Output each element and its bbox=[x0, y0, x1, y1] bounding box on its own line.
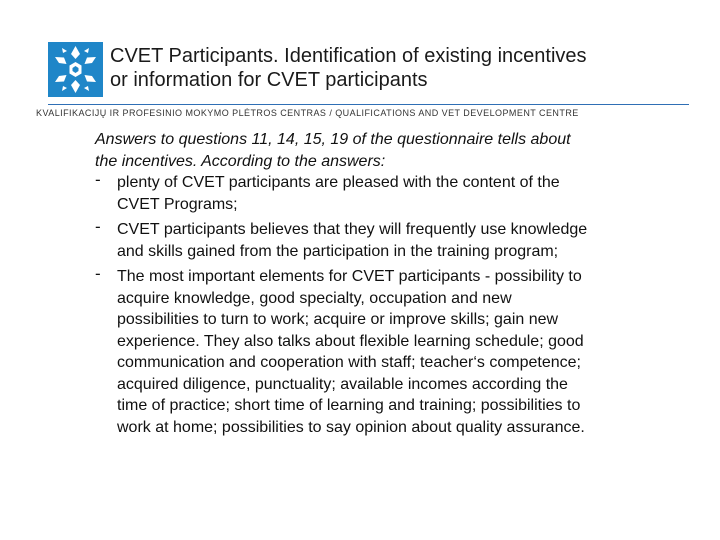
list-item-line: CVET Programs; bbox=[117, 195, 238, 213]
organization-name: KVALIFIKACIJŲ IR PROFESINIO MOKYMO PLĖTROS CENTRAS / QUALIFICATIONS AND VET DEVELOPMENT CENTRE bbox=[36, 108, 579, 118]
bullet-dash: - bbox=[95, 264, 101, 283]
list-item-line: communication and cooperation with staff; teacher‘s competence; bbox=[117, 354, 581, 371]
intro-line-2: the incentives. According to the answers: bbox=[95, 152, 386, 170]
list-item-line: experience. They also talks about flexible learning schedule; good bbox=[117, 332, 584, 350]
list-item-line: work at home; possibilities to say opinion about quality assurance. bbox=[117, 418, 585, 436]
snowflake-logo-icon bbox=[48, 42, 103, 97]
list-item-line: acquire knowledge, good specialty, occupation and new bbox=[117, 289, 512, 307]
title-line-2: or information for CVET participants bbox=[110, 69, 428, 91]
list-item bbox=[95, 266, 695, 438]
list-item-line: The most important elements for CVET participants - possibility to bbox=[117, 268, 582, 285]
list-item-line: acquired diligence, punctuality; available incomes according the bbox=[117, 375, 568, 393]
list-item-line: time of practice; short time of learning and training; possibilities to bbox=[117, 397, 581, 414]
intro-paragraph bbox=[95, 129, 695, 172]
page-title bbox=[110, 44, 700, 92]
list-item bbox=[95, 172, 695, 215]
list-item-line: plenty of CVET participants are pleased with the content of the bbox=[117, 174, 560, 191]
list-item bbox=[95, 219, 695, 262]
bullet-dash: - bbox=[95, 170, 101, 189]
intro-line-1: Answers to questions 11, 14, 15, 19 of the questionnaire tells about bbox=[95, 131, 571, 148]
list-item-line: CVET participants believes that they will frequently use knowledge bbox=[117, 221, 588, 238]
incentive-list bbox=[95, 172, 695, 438]
header-divider bbox=[48, 104, 689, 105]
title-line-1: CVET Participants. Identification of existing incentives bbox=[110, 45, 587, 67]
body-text bbox=[95, 129, 695, 438]
list-item-line: possibilities to turn to work; acquire or improve skills; gain new bbox=[117, 311, 559, 328]
list-item-line: and skills gained from the participation in the training program; bbox=[117, 242, 559, 260]
bullet-dash: - bbox=[95, 217, 101, 236]
